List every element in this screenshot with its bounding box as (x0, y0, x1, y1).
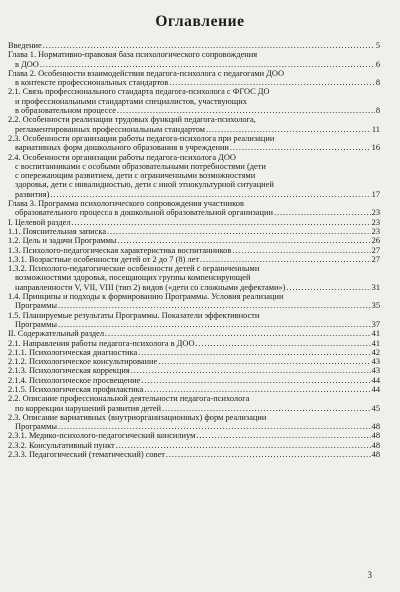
toc-entry (8, 450, 380, 459)
dot-leader (107, 227, 371, 236)
toc-entry-page: 42 (371, 347, 380, 357)
toc-entry (8, 441, 380, 450)
toc-entry (8, 78, 380, 87)
toc-entry (8, 236, 380, 245)
toc-entry-page: 6 (375, 59, 380, 69)
toc-entry-page: 48 (371, 431, 380, 441)
toc-entry-title: Программы (15, 422, 57, 432)
toc-entry-title: в образовательном процессе (15, 106, 116, 116)
dot-leader (158, 357, 370, 366)
dot-leader (286, 283, 370, 292)
toc-entry-title: 1.2. Цель и задачи Программы (8, 236, 117, 246)
toc-entry-line: с опережающим развитием, дети с ограниченными возможностями (15, 171, 256, 181)
dot-leader (141, 376, 370, 385)
dot-leader (116, 441, 371, 450)
toc-entry-title: 2.3.2. Консультативный пункт (8, 440, 115, 450)
toc-entry-line: 1.4. Принципы и подходы к формированию Программы. Условия реализации (8, 292, 284, 302)
toc-entry-line: 2.2. Особенности реализации трудовых функций педагога-психолога, (8, 115, 256, 125)
dot-leader (58, 320, 371, 329)
toc-entry-title: Программы (15, 319, 57, 329)
toc-entry-line: 2.3. Описание вариативных (внутриорганизационных) форм реализации (8, 412, 267, 422)
toc-entry (8, 106, 380, 115)
toc-entry-title: II. Содержательный раздел (8, 329, 105, 339)
toc-entry (8, 348, 380, 357)
dot-leader (144, 385, 370, 394)
toc-entry (8, 283, 380, 292)
dot-leader (43, 41, 375, 50)
toc-entry (8, 329, 380, 338)
toc-entry-title: вариативных форм дошкольного образования в учреждении (15, 143, 229, 153)
toc-entry-page: 5 (375, 41, 380, 50)
toc-entry-title: 2.1.5. Психологическая профилактика (8, 384, 144, 394)
toc-entry (8, 339, 380, 348)
toc-entry (8, 431, 380, 440)
toc-entry-page: 48 (371, 440, 380, 450)
toc-entry (8, 143, 380, 152)
dot-leader (196, 431, 370, 440)
dot-leader (50, 190, 370, 199)
toc-entry-title: 1.3.1. Возрастные особенности детей от 2 до 7 (8) лет (8, 254, 199, 264)
toc-entry (8, 41, 380, 50)
toc-entry-page: 26 (371, 236, 380, 246)
toc-entry (8, 125, 380, 134)
dot-leader (138, 348, 370, 357)
toc-entry (8, 366, 380, 375)
page-title: Оглавление (155, 13, 245, 30)
toc-entry-line: 2.2. Описание профессиональной деятельности педагога-психолога (8, 394, 250, 404)
toc-entry-page: 23 (371, 217, 380, 227)
dot-leader (206, 125, 371, 134)
toc-entry-line: Глава 2. Особенности взаимодействия педагога-психолога с педагогами ДОО (8, 68, 284, 78)
toc-entry-title: образовательного процесса в дошкольной образовательной организации (15, 208, 273, 218)
toc-entry-title: 1.1. Пояснительная записка (8, 226, 107, 236)
toc-entry (8, 218, 380, 227)
toc-entry-page: 48 (371, 422, 380, 432)
toc-entry (8, 376, 380, 385)
toc-entry-page: 35 (371, 301, 380, 311)
toc-entry-title: 2.3.1. Медико-психолого-педагогический консилиум (8, 431, 196, 441)
toc-entry-line: и профессиональными стандартами специалистов, участвующих (15, 96, 247, 106)
toc-entry-title: 1.3. Психолого-педагогическая характеристика воспитанников (8, 245, 232, 255)
toc-entry-page: 43 (371, 366, 380, 376)
toc-entry (8, 60, 380, 69)
dot-leader (117, 106, 375, 115)
dot-leader (162, 404, 371, 413)
toc-entry-line: с воспитанниками с особыми образовательными потребностями (дети (15, 161, 266, 171)
toc-entry-page: 27 (371, 254, 380, 264)
toc-entry-title: регламентированных профессиональным стандартом (15, 124, 205, 134)
dot-leader (196, 339, 371, 348)
toc-entry (8, 246, 380, 255)
dot-leader (58, 422, 371, 431)
toc-entry-title: по коррекции нарушений развития детей (15, 403, 162, 413)
toc-entry-page: 16 (371, 143, 380, 153)
dot-leader (131, 366, 371, 375)
toc-entry-line: 2.1. Связь профессионального стандарта педагога-психолога с ФГОС ДО (8, 87, 270, 97)
toc-entry (8, 255, 380, 264)
toc-entry-line: Глава 1. Нормативно-правовая база психологического сопровождения (8, 50, 258, 60)
toc-entry-title: 2.1.2. Психологическое консультирование (8, 357, 158, 367)
toc-entry-page: 44 (371, 384, 380, 394)
dot-leader (40, 60, 375, 69)
page-number: 3 (367, 570, 372, 580)
toc-entry-page: 41 (371, 338, 380, 348)
toc-entry (8, 208, 380, 217)
toc-entry-title: Введение (8, 41, 42, 50)
toc-entry (8, 357, 380, 366)
toc-entry-page: 48 (371, 450, 380, 460)
toc-entry (8, 301, 380, 310)
toc-entry-page: 43 (371, 357, 380, 367)
toc-entry-line: здоровья, дети с инвалидностью, дети с иной этнокультурной ситуацией (15, 180, 274, 190)
toc-entry-title: 2.1.1. Психологическая диагностика (8, 347, 138, 357)
toc-entry (8, 190, 380, 199)
toc-entry-title: 2.1.3. Психологическая коррекция (8, 366, 130, 376)
dot-leader (230, 143, 371, 152)
dot-leader (169, 78, 375, 87)
toc-entry-line: 1.5. Планируемые результаты Программы. Показатели эффективности (8, 310, 260, 320)
toc-entry-title: в ДОО (15, 59, 39, 69)
toc-entry-line: Глава 3. Программа психологического сопровождения участников (8, 199, 244, 209)
toc-entry-title: в контексте профессиональных стандартов (15, 78, 169, 88)
dot-leader (166, 450, 371, 459)
toc-entry (8, 385, 380, 394)
toc-entry-line: возможностями здоровья, посещающих группы компенсирующей (15, 273, 251, 283)
toc-entry (8, 422, 380, 431)
toc-entry-title: 2.1.4. Психологическое просвещение (8, 375, 141, 385)
toc-entry-page: 31 (371, 282, 380, 292)
toc-entry-title: 2.3.3. Педагогический (тематический) совет (8, 450, 165, 460)
toc-entry-title: I. Целевой раздел (8, 217, 71, 227)
toc-entry (8, 320, 380, 329)
dot-leader (58, 301, 371, 310)
toc-entry (8, 404, 380, 413)
toc-entry-line: 2.3. Особенности организации работы педагога-психолога при реализации (8, 133, 275, 143)
toc-entry-page: 44 (371, 375, 380, 385)
toc-entry-title: 2.1. Направления работы педагога-психолога в ДОО (8, 338, 195, 348)
dot-leader (72, 218, 371, 227)
dot-leader (105, 329, 371, 338)
toc-entry-title: Программы (15, 301, 57, 311)
toc-entry-line: 2.4. Особенности организации работы педагога-психолога ДОО (8, 152, 236, 162)
table-of-contents (8, 41, 380, 459)
toc-entry (8, 227, 380, 236)
toc-entry-page: 23 (371, 208, 380, 218)
dot-leader (274, 208, 371, 217)
dot-leader (118, 236, 371, 245)
toc-entry-title: направленности V, VII, VIII (тип 2) видов («дети со сложными дефектами») (15, 282, 286, 292)
toc-entry-page: 17 (371, 189, 380, 199)
toc-entry-page: 8 (375, 106, 380, 116)
dot-leader (200, 255, 371, 264)
toc-entry-page: 27 (371, 245, 380, 255)
toc-entry-page: 45 (371, 403, 380, 413)
toc-entry-title: развития) (15, 189, 50, 199)
toc-entry-page: 23 (371, 226, 380, 236)
toc-entry-page: 8 (375, 78, 380, 88)
dot-leader (232, 246, 370, 255)
toc-entry-page: 41 (371, 329, 380, 339)
toc-entry-page: 11 (371, 124, 380, 134)
toc-entry-line: 1.3.2. Психолого-педагогические особенности детей с ограниченными (8, 264, 260, 274)
toc-entry-page: 37 (371, 319, 380, 329)
